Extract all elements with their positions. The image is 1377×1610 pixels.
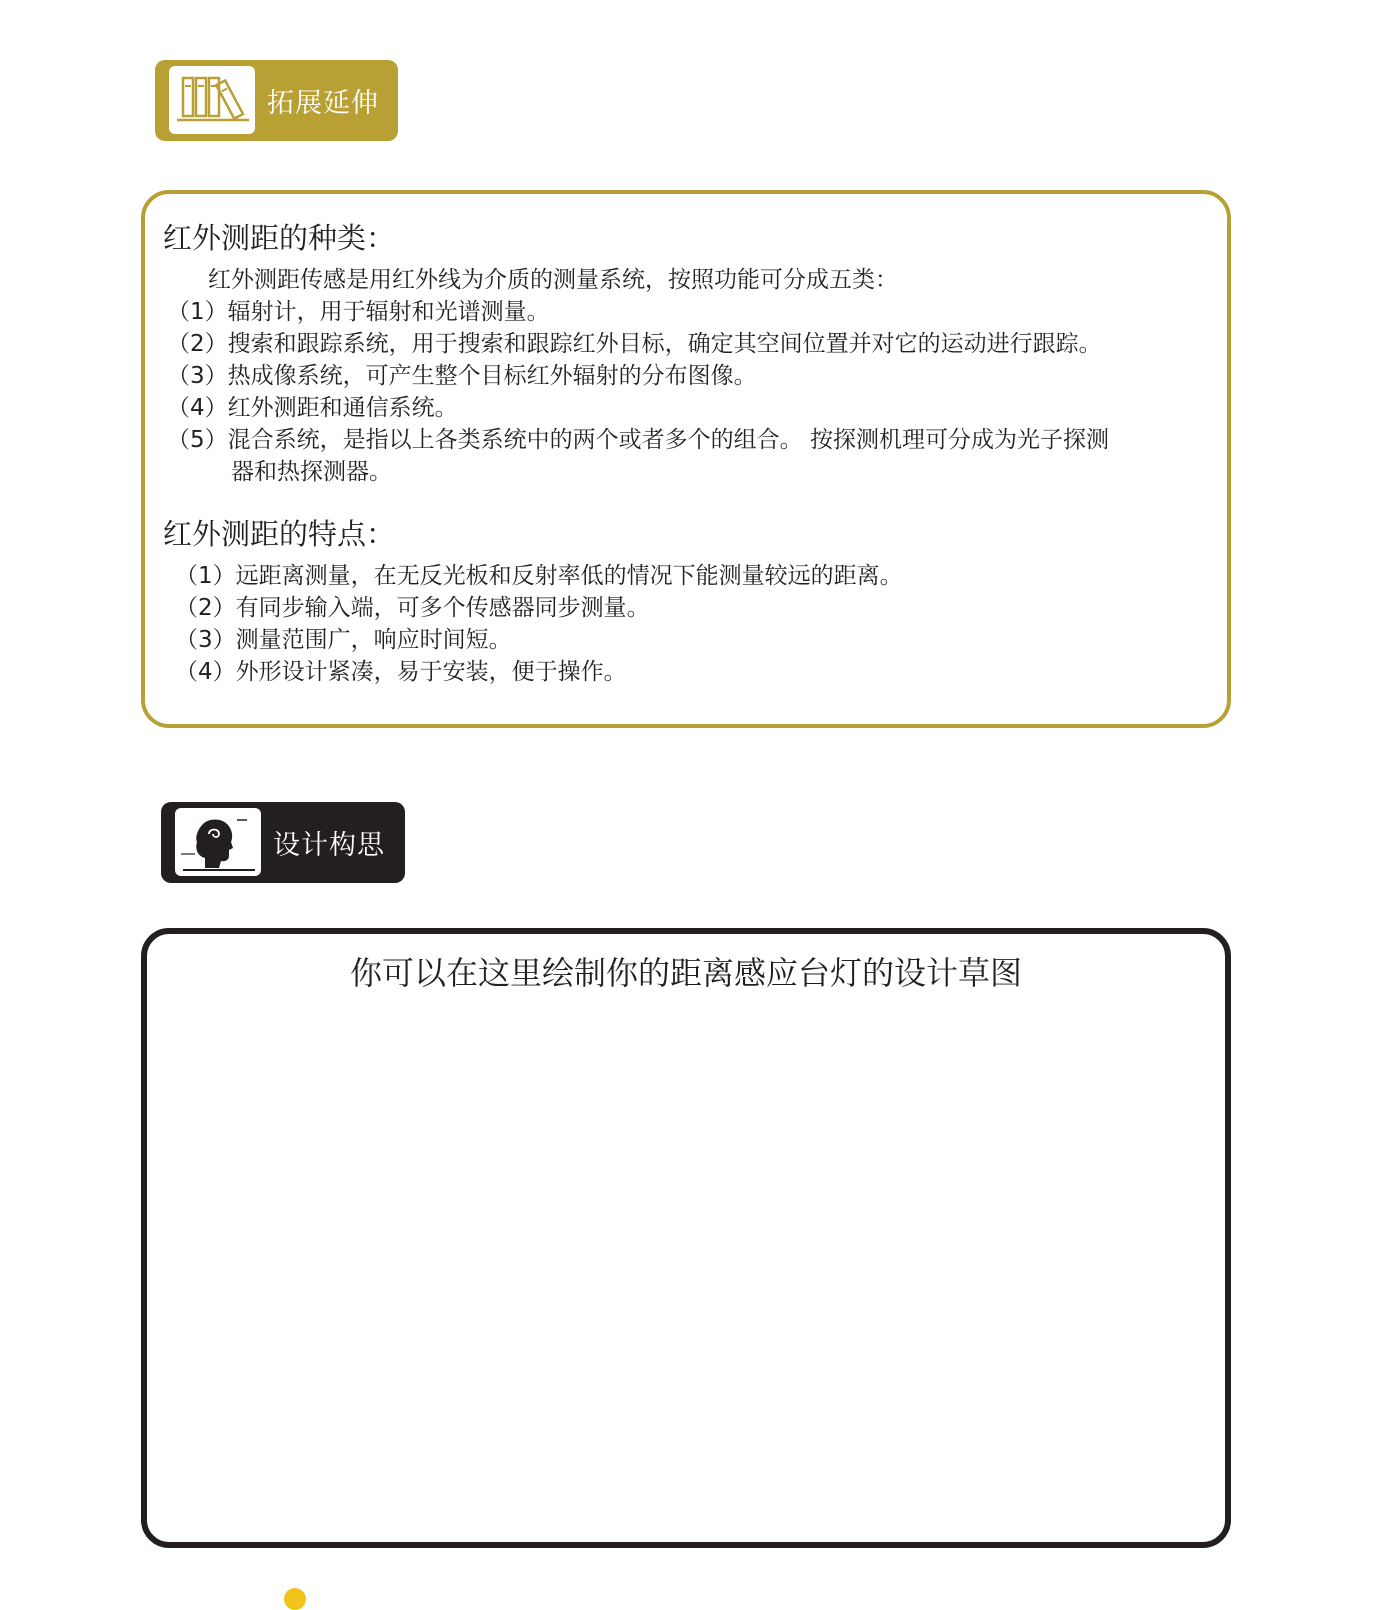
types-item: （3）热成像系统，可产生整个目标红外辐射的分布图像。: [167, 363, 757, 389]
features-item: （3）测量范围广，响应时间短。: [175, 627, 512, 653]
types-item: （4）红外测距和通信系统。: [167, 395, 458, 421]
features-item: （2）有同步输入端，可多个传感器同步测量。: [175, 595, 650, 621]
design-section-label: 设计构思: [273, 830, 385, 861]
types-item-continued: 器和热探测器。: [231, 459, 392, 485]
design-section-tag: [161, 802, 405, 883]
extend-section-tag: [155, 60, 398, 141]
types-item: （5）混合系统，是指以上各类系统中的两个或者多个的组合。 按探测机理可分成为光子探测: [167, 427, 1109, 453]
types-item: （2）搜索和跟踪系统，用于搜索和跟踪红外目标，确定其空间位置并对它的运动进行跟踪。: [167, 331, 1102, 357]
extend-section-label: 拓展延伸: [267, 88, 379, 119]
sketch-prompt: 你可以在这里绘制你的距离感应台灯的设计草图: [349, 954, 1022, 992]
binders-icon: [169, 66, 255, 134]
thinking-head-icon: [175, 808, 261, 876]
decorative-dot: [284, 1588, 306, 1610]
features-item: （4）外形设计紧凑，易于安装，便于操作。: [175, 659, 627, 685]
infrared-info-panel: [141, 190, 1231, 728]
types-item: （1）辐射计，用于辐射和光谱测量。: [167, 299, 550, 325]
features-title: 红外测距的特点：: [163, 517, 396, 551]
sketch-drawing-area[interactable]: [141, 928, 1231, 1548]
types-title: 红外测距的种类：: [163, 221, 396, 255]
features-item: （1）远距离测量，在无反光板和反射率低的情况下能测量较远的距离。: [175, 563, 903, 589]
types-intro: 红外测距传感是用红外线为介质的测量系统，按照功能可分成五类：: [208, 267, 898, 293]
